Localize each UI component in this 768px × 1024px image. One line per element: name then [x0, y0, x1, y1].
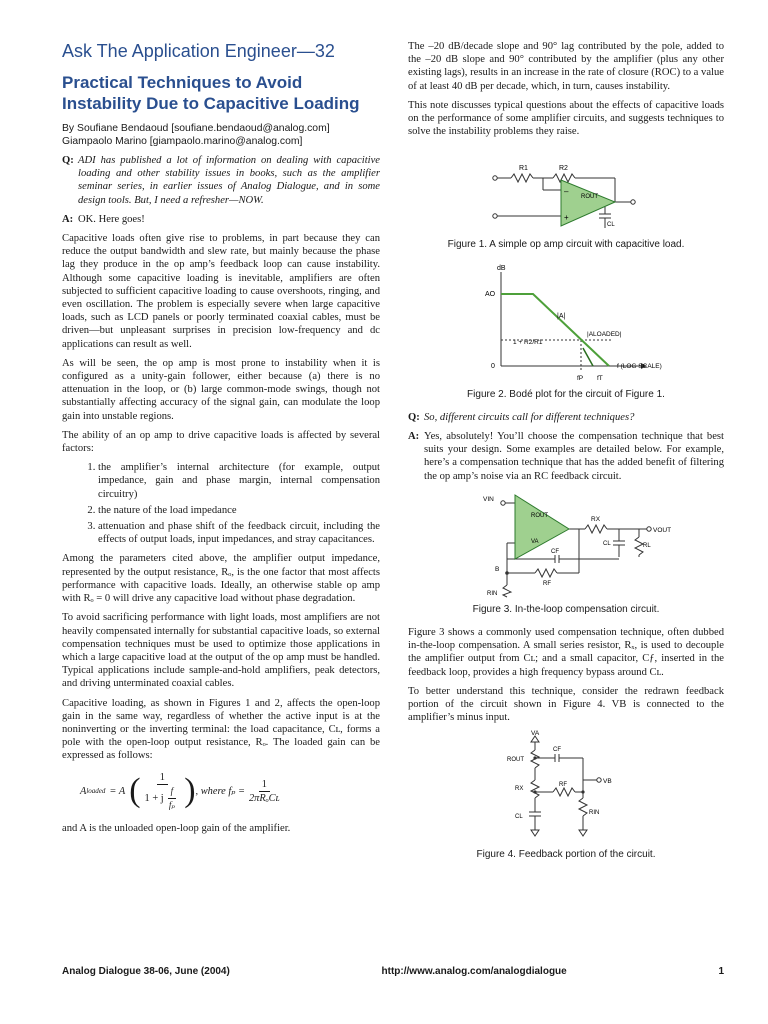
footer-url[interactable]: http://www.analog.com/analogdialogue [381, 966, 567, 977]
a-label: A: [408, 431, 420, 443]
label-cl: CL [603, 540, 611, 547]
label-rout: ROUT [507, 757, 524, 764]
paragraph: This note discusses typical questions about the effects of capacitive loads on the performance of some amplifier circuits, and suggests techniques to solve the instability problems they raise. [408, 99, 724, 138]
output-terminal [631, 200, 635, 204]
answer-2 [408, 430, 724, 483]
list-item: 1. the amplifier’s internal architecture (for example, output impedance, gain and phase margin, internal compensation circuitry) [98, 461, 380, 501]
label-rf: RF [543, 580, 551, 587]
label-db: dB [497, 264, 506, 272]
paragraph: The ability of an op amp to drive capacitive loads is affected by several factors: [62, 429, 380, 455]
factor-list [62, 461, 380, 546]
page-number: 1 [718, 966, 724, 977]
question-2 [408, 411, 724, 424]
eq-where: , where fₚ = [195, 785, 245, 797]
label-cf: CF [553, 747, 561, 754]
list-item: 2. the nature of the load impedance [98, 504, 380, 517]
figure-4-circuit [491, 730, 641, 846]
label-va: VA [531, 730, 540, 738]
eq-sub: loaded [86, 786, 106, 795]
paragraph: and A is the unloaded open-loop gain of the amplifier. [62, 823, 291, 835]
list-item: 3. attenuation and phase shift of the feedback circuit, including the effects of output loads, input impedances, and stray capacitances. [98, 520, 380, 546]
title-line-2: Instability Due to Capacitive Loading [62, 94, 360, 113]
eq-mid: = A [109, 785, 126, 797]
a-label: A: [62, 213, 74, 225]
label-rin: RIN [589, 810, 600, 817]
label-va: VA [531, 538, 539, 545]
eq-rhs-num: 1 [259, 778, 270, 792]
label-zero: 0 [491, 362, 495, 370]
label-aloaded: |ALOADED| [587, 330, 622, 338]
figure-2-caption: Figure 2. Bodé plot for the circuit of Figure 1. [467, 388, 665, 400]
label-fp: fP [577, 374, 584, 382]
eq-rhs-den: 2πRₒCʟ [248, 792, 280, 804]
figure-4-caption: Figure 4. Feedback portion of the circuit. [476, 849, 656, 861]
eq-f: f [168, 785, 177, 799]
question-1 [62, 154, 380, 207]
paragraph: The –20 dB/decade slope and 90° lag contributed by the pole, added to the –20 dB slope and 90° contributed by the amplifier (plus any other existing lags), results in an increase in the rate of closure (ROC) to a value of at least 40 dB per decade, which, in turn, causes instability. [408, 41, 724, 92]
label-vb: VB [603, 778, 612, 786]
label-cl: CL [607, 222, 615, 229]
answer-text: OK. Here goes! [78, 213, 145, 225]
paragraph: Among the parameters cited above, the amplifier output impedance, represented by the output resistance, Rₒ, is the one factor that most affects performance with capacitive loads. Ideally, an otherwise stable op amp with Rₒ = 0 will drive any capacitive load without phase degradation. [62, 553, 380, 605]
label-vout: VOUT [653, 526, 672, 534]
paragraph: Capacitive loading, as shown in Figures 1 and 2, affects the open-loop gain in the same way, regardless of whether the active input is at the noninverting or the inverting terminal: the load capacitance, Cʟ, forms a pole with the open-loop output resistance, Rₒ. The loaded gain can be expressed as follows: [62, 697, 380, 762]
answer-text: Yes, absolutely! You’ll choose the compensation technique that best suits your design. Some examples are detailed below. For example, here’s a compensation technique that has the added benefit of filtering the op amp’s noise via an RC feedback circuit. [424, 431, 724, 482]
figure-1-circuit [491, 144, 641, 236]
label-ft: fT [597, 374, 603, 382]
loaded-gain-equation: A loaded = A ( 1 1 + j $\frac{f}{\text{fₚ}}$ ) , where fₚ = $\frac{1}{\text{2πRₒCʟ}}$ [80, 771, 380, 813]
answer-1 [62, 213, 380, 226]
figure-3-circuit [451, 489, 681, 601]
label-cf: CF [551, 548, 559, 555]
eq-den: 1 + j [144, 792, 164, 804]
opamp-triangle [561, 180, 615, 229]
article-title [62, 72, 380, 114]
eq-fraction [145, 771, 181, 813]
paragraph: To avoid sacrificing performance with light loads, most amplifiers are not heavily compensated internally for substantial capacitive loads, so external compensation techniques must be used to optimize those applications in which a large capacitive load at the output of the op amp must be handled. Typical applications include sample-and-hold amplifiers, peak detectors, and driving unterminated coaxial cables. [62, 612, 380, 690]
label-rout: ROUT [581, 194, 598, 201]
question-text: ADI has published a lot of information on dealing with capacitive loading and other stability issues in books, such as the amplifier seminar series, in earlier issues of Analog Dialogue, and in some design tools. But, I need a refresher—NOW. [78, 155, 380, 206]
footer-journal: Analog Dialogue 38-06, June (2004) [62, 966, 230, 977]
paragraph: As will be seen, the op amp is most prone to instability when it is configured as a unity-gain follower, either because (a) there is no attenuation in the loop, or (b) large common-mode swings, though not substantially affecting accuracy of the signal gain, can modulate the loop gain into unstable regions. [62, 357, 380, 422]
label-gain: 1 + R2/R1 [513, 338, 543, 346]
label-rx: RX [515, 786, 524, 793]
label-b: B [495, 565, 500, 573]
opamp-triangle [515, 495, 569, 559]
question-text: So, different circuits call for different techniques? [424, 411, 635, 423]
figure-1-caption: Figure 1. A simple op amp circuit with capacitive load. [447, 239, 685, 251]
title-line-1: Practical Techniques to Avoid [62, 73, 303, 92]
label-r2: R2 [559, 165, 568, 173]
label-rin: RIN [487, 590, 498, 597]
bode-curve-unloaded [501, 294, 609, 366]
svg-text:–: – [564, 187, 569, 197]
label-rf: RF [559, 782, 567, 789]
eq-rhs [249, 778, 280, 805]
byline [62, 122, 380, 148]
right-column [408, 40, 724, 872]
paragraph: To better understand this technique, consider the redrawn feedback portion of the circuit shown in Figure 4. VB is connected to the amplifier’s minus input. [408, 685, 724, 724]
eq-lhs: A [80, 785, 87, 797]
paragraph: Capacitive loads often give rise to problems, in part because they can reduce the output bandwidth and slew rate, but mainly because the phase lag they produce in the op amp’s feedback loop can cause instability. Although some capacitive loading is inevitable, amplifiers are often subjected to sufficient capacitive loading to cause overshoots, ringing, and even oscillation. The problem is especially severe when large capacitive loads, such as LCD panels or poorly terminated coaxial cables, must be driven—but unpleasant surprises in precision low-frequency and dc applications can result as well. [62, 233, 380, 350]
label-ao: AO [485, 290, 496, 298]
eq-one: 1 [157, 771, 168, 785]
label-r1: R1 [519, 165, 528, 173]
paragraph: Figure 3 shows a commonly used compensation technique, often dubbed in-the-loop compensation. A small series resistor, Rₓ, is used to decouple the amplifier output from Cʟ; and a small capacitor, Cƒ, inserted in the feedback loop, provides a high frequency bypass around Cʟ. [408, 627, 724, 678]
label-cl: CL [515, 814, 523, 821]
eq-fp: fₚ [168, 799, 175, 810]
figure-3-caption: Figure 3. In-the-loop compensation circuit. [472, 603, 660, 615]
left-column [62, 40, 380, 841]
label-rx: RX [591, 515, 601, 523]
svg-text:+: + [564, 213, 569, 223]
label-a: |A| [557, 312, 566, 320]
label-vin: VIN [483, 495, 494, 503]
label-rout: ROUT [531, 512, 548, 519]
label-f-axis: f (LOG SCALE) [617, 362, 662, 370]
label-rl: RL [643, 542, 651, 549]
author-line-1: By Soufiane Bendaoud [soufiane.bendaoud@analog.com] [62, 123, 330, 134]
q-label: Q: [62, 155, 74, 166]
series-heading: Ask The Application Engineer—32 [62, 41, 335, 61]
page-footer [62, 966, 724, 977]
q-label: Q: [408, 411, 420, 423]
figure-2-bode-plot [451, 262, 681, 386]
author-line-2: Giampaolo Marino [giampaolo.marino@analog.com] [62, 136, 303, 147]
